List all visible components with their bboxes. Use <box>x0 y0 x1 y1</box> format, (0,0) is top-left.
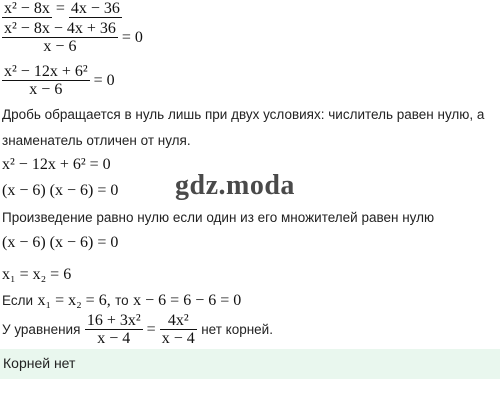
fraction-numerator: x² − 8x <box>4 0 50 18</box>
equation-step-5: (x − 6) (x − 6) = 0 <box>2 182 119 199</box>
final-prefix: У уравнения <box>2 322 81 337</box>
equation-step-4: x² − 12x + 6² = 0 <box>2 156 111 173</box>
fraction-denominator: x − 4 <box>97 330 131 347</box>
check-line <box>2 292 241 310</box>
equals-zero: = 0 <box>93 71 115 89</box>
explanation-line-2: Произведение равно нулю если один из его множителей равен нулю <box>2 210 435 225</box>
fraction <box>160 312 197 347</box>
equals-sign: = <box>146 320 156 338</box>
equation-step-6: (x − 6) (x − 6) = 0 <box>2 234 119 251</box>
explanation-line-1a: Дробь обращается в нуль лишь при двух условиях: числитель равен нулю, а <box>2 107 485 122</box>
equation-step-1 <box>2 0 122 18</box>
fraction <box>85 312 143 347</box>
fraction-numerator: 4x² <box>160 312 197 330</box>
equation-step-2 <box>2 20 147 55</box>
watermark: gdz.moda <box>175 170 295 201</box>
explanation-line-1b: знаменатель отличен от нуля. <box>2 133 191 148</box>
fraction-numerator: 4x − 36 <box>70 0 120 18</box>
answer-box <box>0 349 500 379</box>
check-mid: то <box>115 293 129 308</box>
fraction-numerator: x² − 8x − 4x + 36 <box>4 20 116 37</box>
answer-text: Корней нет <box>3 355 76 371</box>
fraction-numerator: x² − 12x + 6² <box>4 63 88 80</box>
fraction-numerator: 16 + 3x² <box>86 312 141 329</box>
check-math-1: x₁ = x₂ = 6, <box>37 292 111 309</box>
equation-step-3 <box>2 63 119 98</box>
fraction-denominator: x − 6 <box>43 38 77 55</box>
fraction <box>2 0 52 18</box>
fraction <box>2 20 118 55</box>
fraction-denominator: x − 4 <box>161 330 195 347</box>
final-line <box>2 312 273 347</box>
fraction <box>69 0 122 18</box>
fraction <box>2 63 90 98</box>
final-suffix: нет корней. <box>201 322 273 337</box>
equation-step-7: x₁ = x₂ = 6 <box>2 266 72 283</box>
equals-zero: = 0 <box>121 28 143 46</box>
check-math-2: x − 6 = 6 − 6 = 0 <box>133 292 242 309</box>
check-prefix: Если <box>2 293 34 308</box>
fraction-denominator: x − 6 <box>29 81 63 98</box>
equals-sign: = <box>55 0 65 18</box>
